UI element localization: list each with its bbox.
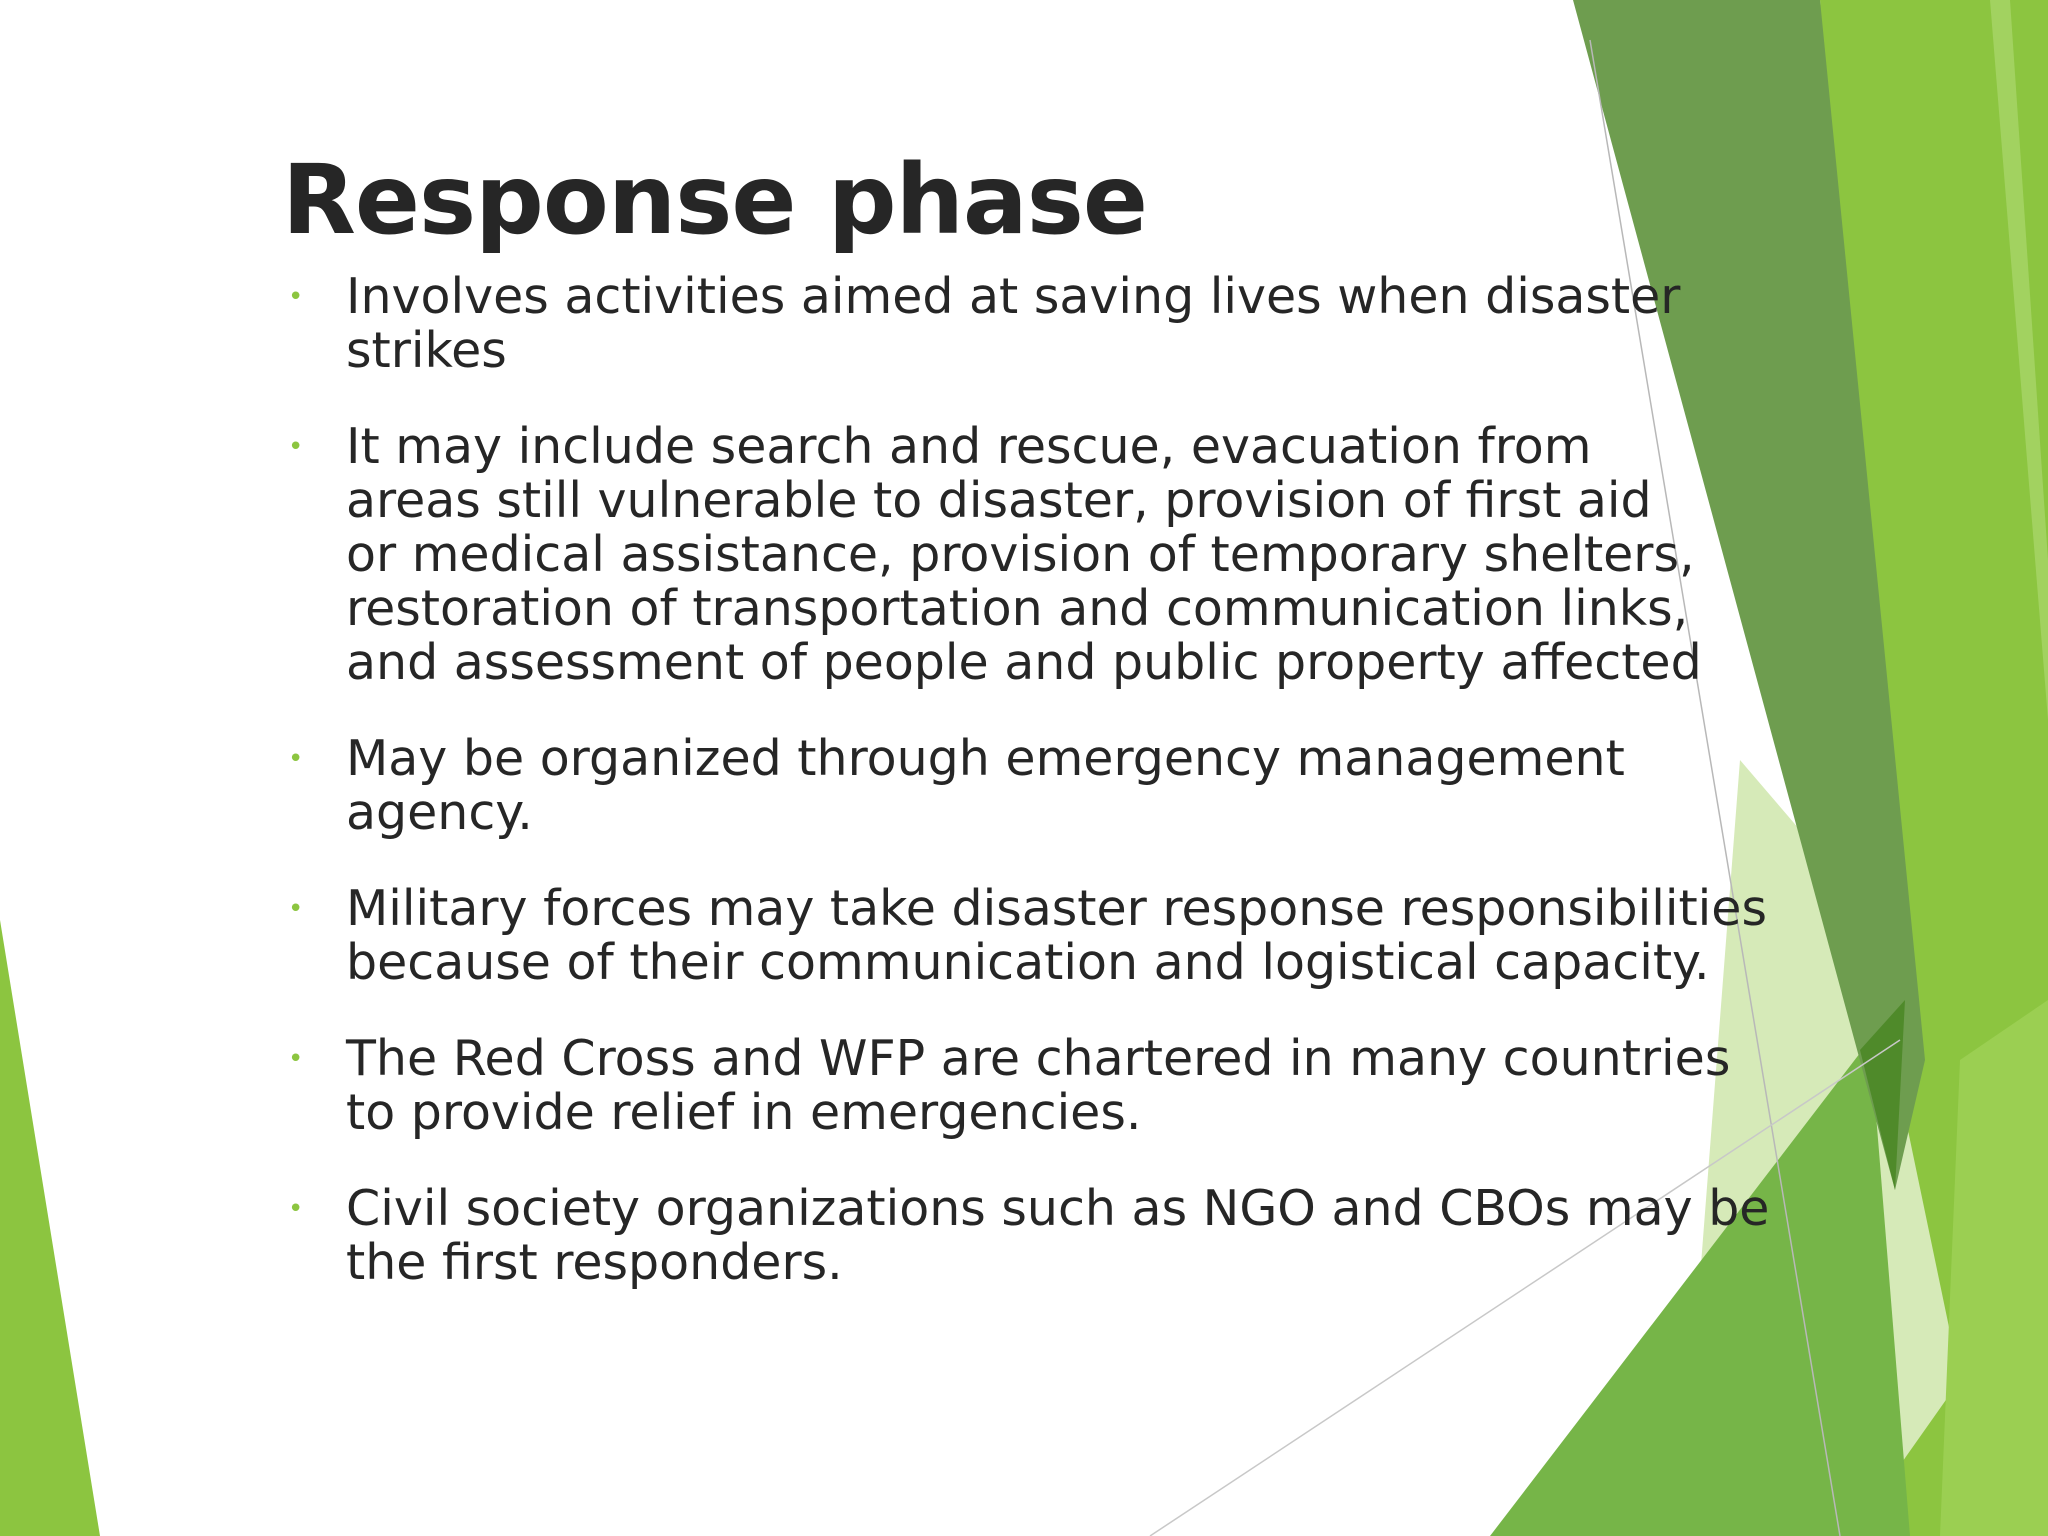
bullet-item <box>282 270 1782 378</box>
bullet-icon: • <box>288 1044 304 1074</box>
bullet-icon: • <box>288 282 304 312</box>
bullet-item <box>282 732 1782 840</box>
bullet-icon: • <box>288 432 304 462</box>
bullet-item <box>282 1182 1782 1290</box>
bullet-text-line: strikes <box>346 322 507 379</box>
bullet-text-line: and assessment of people and public property affected <box>346 634 1702 691</box>
bullet-text-line: Military forces may take disaster response responsibilities <box>346 880 1767 937</box>
bullet-icon: • <box>288 894 304 924</box>
bullet-text-line: May be organized through emergency management <box>346 730 1625 787</box>
bullet-icon: • <box>288 744 304 774</box>
bullet-item <box>282 882 1782 990</box>
left-green-sliver <box>0 920 100 1536</box>
bullet-list <box>282 270 1782 1290</box>
bullet-text-line: restoration of transportation and communication links, <box>346 580 1689 637</box>
bullet-text-line: agency. <box>346 784 533 841</box>
bullet-text-line: or medical assistance, provision of temporary shelters, <box>346 526 1695 583</box>
bullet-text-line: The Red Cross and WFP are chartered in many countries <box>346 1030 1731 1087</box>
slide-title: Response phase <box>282 144 1147 256</box>
bullet-item <box>282 1032 1782 1140</box>
bullet-text-line: areas still vulnerable to disaster, provision of first aid <box>346 472 1652 529</box>
bullet-text-line: to provide relief in emergencies. <box>346 1084 1142 1141</box>
bullet-text-line: because of their communication and logistical capacity. <box>346 934 1710 991</box>
bullet-text-line: the first responders. <box>346 1234 843 1291</box>
bullet-icon: • <box>288 1194 304 1224</box>
bullet-item <box>282 420 1782 690</box>
bullet-text-line: Civil society organizations such as NGO and CBOs may be <box>346 1180 1770 1237</box>
bullet-text-line: Involves activities aimed at saving lives when disaster <box>346 268 1681 325</box>
bullet-text-line: It may include search and rescue, evacuation from <box>346 418 1592 475</box>
